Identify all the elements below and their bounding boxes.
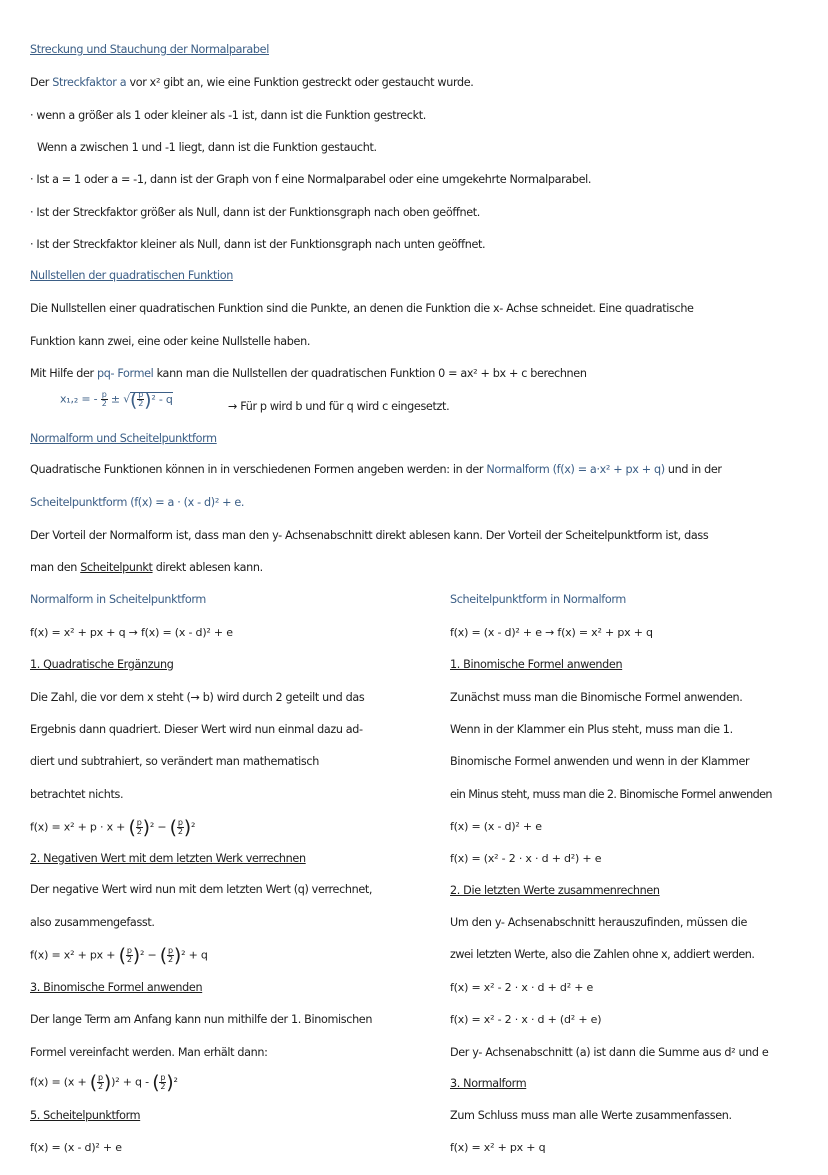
text-right-7: Der y- Achsenabschnitt (a) ist dann die Summe aus d² und e xyxy=(450,1046,769,1059)
formula-part: f(x) = (x + xyxy=(30,1075,90,1089)
pm-root: ± √ xyxy=(110,392,131,406)
bullet-unten-geoeffnet: · Ist der Streckfaktor kleiner als Null, dann ist der Funktionsgraph nach unten geöffnet. xyxy=(30,238,486,251)
text-right-1: Zunächst muss man die Binomische Formel anwenden. xyxy=(450,691,743,704)
frac-den: 2 xyxy=(177,827,183,836)
bullet-gestreckt: · wenn a größer als 1 oder kleiner als -1 ist, dann ist die Funktion gestreckt. xyxy=(30,109,426,122)
frac-den: 2 xyxy=(136,827,142,836)
term-scheitelpunkt: Scheitelpunkt xyxy=(80,561,153,574)
formula-right-4: f(x) = x² - 2 · x · d + d² + e xyxy=(450,981,594,994)
formula-right-5: f(x) = x² - 2 · x · d + (d² + e) xyxy=(450,1013,602,1026)
formula-right-2: f(x) = (x - d)² + e xyxy=(450,820,542,833)
step-scheitelpunktform: 5. Scheitelpunktform xyxy=(30,1109,141,1122)
text-part: man den xyxy=(30,561,81,574)
step-normalform: 3. Normalform xyxy=(450,1077,527,1090)
text-left-2: Ergebnis dann quadriert. Dieser Wert wird nun einmal dazu ad- xyxy=(30,723,363,736)
formula-right-1: f(x) = (x - d)² + e → f(x) = x² + px + q xyxy=(450,626,653,639)
formula-right-3: f(x) = (x² - 2 · x · d + d²) + e xyxy=(450,852,602,865)
text-part: direkt ablesen kann. xyxy=(152,561,263,574)
heading-left: Normalform in Scheitelpunktform xyxy=(30,593,206,606)
term-pq-formel: pq- Formel xyxy=(96,367,154,380)
formula-part: f(x) = x² + p · x + xyxy=(30,820,129,834)
formula-part: f(x) = x² + px + xyxy=(30,948,119,962)
text-part: Quadratische Funktionen können in in verschiedenen Formen angeben werden: in der xyxy=(30,463,487,476)
frac-den: 2 xyxy=(101,399,107,408)
step-negativen-wert: 2. Negativen Wert mit dem letzten Werk verrechnen xyxy=(30,852,306,865)
frac-num: p xyxy=(98,1073,103,1082)
text-part: und in der xyxy=(664,463,722,476)
frac-den: 2 xyxy=(126,955,132,964)
text-right-3: Binomische Formel anwenden und wenn in der Klammer xyxy=(450,755,750,768)
step-quadratische-ergaenzung: 1. Quadratische Ergänzung xyxy=(30,658,174,671)
frac-den: 2 xyxy=(138,399,144,408)
text-vorteil: Der Vorteil der Normalform ist, dass man den y- Achsenabschnitt direkt ablesen kann. Der Vorteil der Scheitelpunktform ist, dass xyxy=(30,529,709,542)
text-left-8: Formel vereinfacht werden. Man erhält dann: xyxy=(30,1046,268,1059)
formula-lhs: x₁,₂ = - xyxy=(60,392,98,406)
heading-normalform: Normalform und Scheitelpunktform xyxy=(30,432,217,445)
text-part: Mit Hilfe der xyxy=(30,367,97,380)
formula-left-1: f(x) = x² + px + q → f(x) = (x - d)² + e xyxy=(30,626,233,639)
fraction-p-2 xyxy=(97,1074,104,1091)
fraction-p-2 xyxy=(126,947,133,964)
text-streckfaktor xyxy=(30,75,474,91)
frac-num: p xyxy=(177,818,183,827)
text-right-6: zwei letzten Werte, also die Zahlen ohne x, addiert werden. xyxy=(450,948,755,961)
frac-num: p xyxy=(126,946,132,955)
term-streckfaktor: Streckfaktor a xyxy=(52,76,127,89)
frac-num: p xyxy=(167,946,173,955)
bullet-normalparabel: · Ist a = 1 oder a = -1, dann ist der Graph von f eine Normalparabel oder eine umgekehrte Normalparabel. xyxy=(30,173,592,186)
step-binomische-formel-right: 1. Binomische Formel anwenden xyxy=(450,658,623,671)
text-right-2: Wenn in der Klammer ein Plus steht, muss man die 1. xyxy=(450,723,733,736)
fraction-p-2 xyxy=(167,947,174,964)
formula-left-4: f(x) = (x + ( $\frac{p}{2}$ ))² + q - ( $\frac{p}{2}$ )² xyxy=(30,1071,178,1094)
minus-q: - q xyxy=(158,392,173,406)
step-binomische-formel-left: 3. Binomische Formel anwenden xyxy=(30,981,203,994)
formula-part: + q xyxy=(188,948,208,962)
fraction-p-2 xyxy=(177,819,184,836)
text-right-4: ein Minus steht, muss man die 2. Binomische Formel anwenden xyxy=(450,788,772,801)
frac-num: p xyxy=(160,1073,166,1082)
text-part: Der xyxy=(30,76,53,89)
text-nullstellen-2: Funktion kann zwei, eine oder keine Nullstelle haben. xyxy=(30,335,311,348)
note-pq: → Für p wird b und für q wird c eingesetzt. xyxy=(228,400,450,413)
formula-part: )² + q - xyxy=(111,1075,153,1089)
text-left-5: Der negative Wert wird nun mit dem letzten Wert (q) verrechnet, xyxy=(30,883,373,896)
text-pq-formel xyxy=(30,366,587,382)
formula-pq: x₁,₂ = - $\frac{p}{2}$ ± √( $\frac{p}{2}$ )² - q xyxy=(60,388,173,411)
text-right-8: Zum Schluss muss man alle Werte zusammenfassen. xyxy=(450,1109,732,1122)
text-left-4: betrachtet nichts. xyxy=(30,788,124,801)
formula-left-3: f(x) = x² + px + ( $\frac{p}{2}$ )² − ( $\frac{p}{2}$ )² + q xyxy=(30,944,208,967)
frac-num: p xyxy=(136,818,142,827)
text-nullstellen-1: Die Nullstellen einer quadratischen Funktion sind die Punkte, an denen die Funktion die x- Achse schneidet. Eine quadratische xyxy=(30,302,694,315)
text-left-7: Der lange Term am Anfang kann nun mithilfe der 1. Binomischen xyxy=(30,1013,373,1026)
fraction-p-2 xyxy=(136,819,143,836)
text-part: vor x² gibt an, wie eine Funktion gestreckt oder gestaucht wurde. xyxy=(126,76,474,89)
term-normalform: Normalform (f(x) = a·x² + px + q) xyxy=(486,463,665,476)
bullet-oben-geoeffnet: · Ist der Streckfaktor größer als Null, dann ist der Funktionsgraph nach oben geöffnet. xyxy=(30,206,481,219)
formula-left-5: f(x) = (x - d)² + e xyxy=(30,1141,122,1154)
frac-num: p xyxy=(101,390,107,399)
text-part: kann man die Nullstellen der quadratischen Funktion 0 = ax² + bx + c berechnen xyxy=(153,367,587,380)
frac-num: p xyxy=(138,390,144,399)
text-left-3: diert und subtrahiert, so verändert man mathematisch xyxy=(30,755,319,768)
heading-streckung: Streckung und Stauchung der Normalparabel xyxy=(30,43,269,56)
step-zusammenrechnen: 2. Die letzten Werte zusammenrechnen xyxy=(450,884,660,897)
frac-den: 2 xyxy=(167,955,173,964)
bullet-gestaucht: Wenn a zwischen 1 und -1 liegt, dann ist die Funktion gestaucht. xyxy=(37,141,377,154)
heading-right: Scheitelpunktform in Normalform xyxy=(450,593,626,606)
fraction-p-2 xyxy=(101,391,108,408)
text-scheitelpunkt xyxy=(30,560,263,576)
text-formen xyxy=(30,462,722,478)
heading-nullstellen: Nullstellen der quadratischen Funktion xyxy=(30,269,233,282)
text-left-6: also zusammengefasst. xyxy=(30,916,155,929)
frac-den: 2 xyxy=(98,1082,103,1091)
term-scheitelpunktform: Scheitelpunktform (f(x) = a · (x - d)² + e. xyxy=(30,496,245,509)
formula-right-6: f(x) = x² + px + q xyxy=(450,1141,546,1154)
formula-left-2: f(x) = x² + p · x + ( $\frac{p}{2}$ )² − ( $\frac{p}{2}$ )² xyxy=(30,816,196,839)
text-left-1: Die Zahl, die vor dem x steht (→ b) wird durch 2 geteilt und das xyxy=(30,691,365,704)
frac-den: 2 xyxy=(160,1082,166,1091)
text-right-5: Um den y- Achsenabschnitt herauszufinden, müssen die xyxy=(450,916,748,929)
